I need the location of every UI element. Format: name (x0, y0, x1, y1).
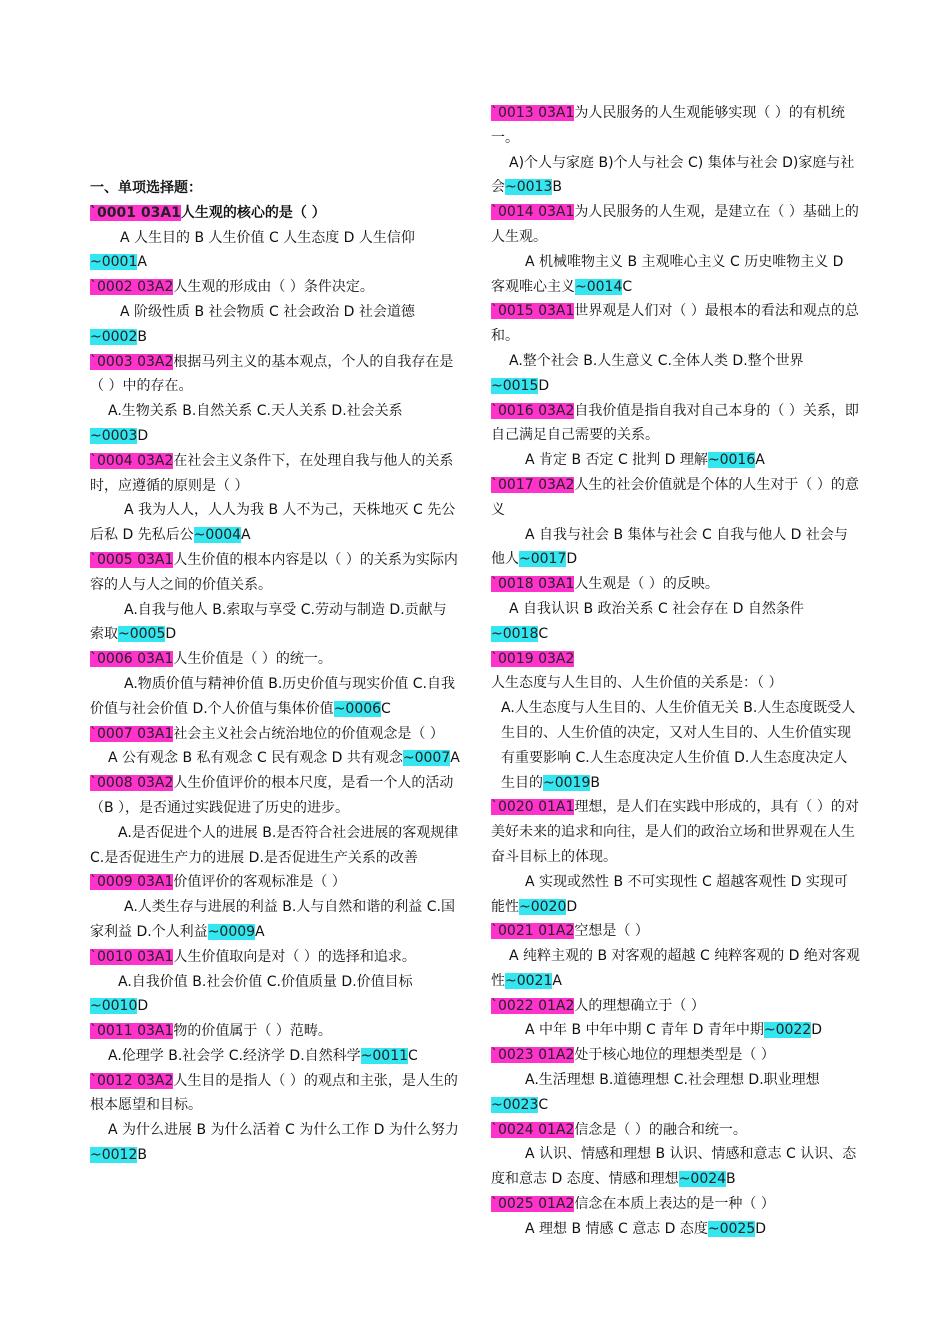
question-options-line (90, 598, 460, 648)
question-options: A 中年 B 中年中期 C 青年 D 青年中期 (525, 1022, 764, 1039)
question-item (491, 101, 861, 200)
question-item (491, 1192, 861, 1242)
question-stem-line (491, 572, 861, 597)
question-stem: 人生的社会价值就是个体的人生对于（ ）的意义 (491, 476, 859, 518)
question-options-line (90, 672, 460, 722)
question-options-line (90, 498, 460, 548)
answer-letter: C (538, 625, 549, 642)
question-options-line (90, 226, 460, 276)
question-code: `0003 03A2 (90, 353, 174, 370)
question-options-line (491, 1217, 861, 1242)
question-stem-line (90, 449, 460, 499)
answer-letter: A (137, 254, 147, 271)
question-list-left (90, 201, 460, 1168)
question-options: A.自我与他人 B.索取与享受 C.劳动与制造 D.贡献与索取 (90, 601, 447, 643)
question-stem: 人生目的是指人（ ）的观点和主张，是人生的根本愿望和目标。 (90, 1072, 458, 1114)
answer-code: ~0009 (207, 923, 256, 940)
answer-code: ~0021 (505, 972, 553, 989)
question-item (491, 1043, 861, 1117)
question-stem: 理想，是人们在实践中形成的，具有（ ）的对美好未来的追求和向往，是人们的政治立场和世界观在人生奋斗目标上的体现。 (491, 799, 859, 865)
question-item (90, 201, 460, 275)
question-item (491, 1118, 861, 1192)
question-options: A.伦理学 B.社会学 C.经济学 D.自然科学 (108, 1047, 361, 1064)
answer-code: ~0025 (707, 1220, 756, 1237)
answer-code: ~0016 (707, 452, 756, 469)
question-options-line (90, 1118, 460, 1168)
question-stem: 为人民服务的人生观，是建立在（ ）基础上的人生观。 (491, 204, 859, 245)
answer-code: ~0023 (491, 1096, 539, 1113)
question-stem-line (491, 795, 861, 869)
question-options-line (90, 1044, 460, 1069)
question-options-line (491, 870, 861, 920)
question-stem: 信念是（ ）的融合和统一。 (574, 1121, 747, 1138)
answer-code: ~0022 (763, 1022, 812, 1039)
answer-code: ~0019 (543, 774, 591, 791)
question-code: `0010 03A1 (90, 948, 174, 965)
answer-code: ~0015 (491, 377, 539, 394)
question-stem: 世界观是人们对（ ）最根本的看法和观点的总和。 (491, 303, 859, 345)
question-options: A 阶级性质 B 社会物质 C 社会政治 D 社会道德 (120, 303, 415, 320)
question-stem-line (90, 548, 460, 598)
question-stem: 物的价值属于（ ）范畴。 (173, 1023, 332, 1040)
answer-letter: A (552, 972, 562, 989)
answer-letter: D (566, 898, 578, 915)
question-code: `0025 01A2 (491, 1196, 575, 1213)
question-stem: 处于核心地位的理想类型是（ ） (574, 1047, 775, 1064)
question-item (491, 795, 861, 919)
question-item (90, 548, 460, 647)
question-item (491, 200, 861, 299)
answer-letter: B (137, 1147, 147, 1164)
answer-code: ~0007 (402, 750, 451, 767)
question-stem: 信念在本质上表达的是一种（ ） (574, 1196, 775, 1213)
question-code: `0016 03A2 (491, 402, 575, 419)
question-code: `0007 03A1 (90, 725, 174, 742)
question-stem: 人生价值评价的根本尺度，是看一个人的活动（B ），是否通过实践促进了历史的进步。 (90, 775, 454, 816)
question-stem: 在社会主义条件下，在处理自我与他人的关系时，应遵循的原则是（ ） (90, 452, 454, 494)
question-options-line (491, 523, 861, 573)
question-stem: 空想是（ ） (574, 923, 649, 940)
question-item (90, 870, 460, 944)
question-options: A 人生目的 B 人生价值 C 人生态度 D 人生信仰 (120, 229, 415, 246)
answer-letter: D (566, 551, 578, 568)
question-options-line (90, 300, 460, 350)
question-options: A.人类生存与进展的利益 B.人与自然和谐的利益 C.国家利益 D.个人利益 (90, 899, 455, 940)
question-stem: 人的理想确立于（ ） (574, 997, 705, 1014)
question-options: A 机械唯物主义 B 主观唯心主义 C 历史唯物主义 D 客观唯心主义 (491, 253, 844, 295)
question-code: `0006 03A1 (90, 651, 174, 668)
answer-code: ~0001 (90, 254, 138, 271)
question-item (491, 919, 861, 993)
answer-code: ~0011 (360, 1047, 409, 1064)
question-code: `0001 03A1 (90, 204, 181, 221)
question-options-line (491, 1018, 861, 1043)
section-heading: 一、单项选择题： (90, 180, 202, 196)
question-item (491, 994, 861, 1044)
answer-code: ~0010 (90, 998, 138, 1015)
question-options: A 理想 B 情感 C 意志 D 态度 (525, 1220, 708, 1237)
question-code: `0023 01A2 (491, 1047, 575, 1064)
question-stem: 为人民服务的人生观能够实现（ ）的有机统一。 (491, 105, 845, 146)
question-stem-line (491, 299, 861, 349)
question-options: A 公有观念 B 私有观念 C 民有观念 D 共有观念 (108, 750, 403, 767)
question-stem-line (90, 1069, 460, 1119)
answer-letter: D (755, 1220, 767, 1237)
question-options-line (90, 895, 460, 945)
answer-letter: D (137, 427, 149, 444)
question-stem-line (90, 870, 460, 895)
question-stem: 人生观的形成由（ ）条件决定。 (173, 279, 374, 296)
question-stem-line (90, 945, 460, 970)
question-item (90, 449, 460, 548)
question-code: `0014 03A1 (491, 204, 575, 221)
question-stem: 社会主义社会占统治地位的价值观念是（ ） (173, 725, 444, 742)
answer-letter: C (408, 1047, 418, 1064)
answer-code: ~0024 (678, 1171, 727, 1188)
question-options-line (90, 399, 460, 449)
question-stem: 根据马列主义的基本观点，个人的自我存在是（ ）中的存在。 (90, 353, 454, 395)
question-stem-line (491, 200, 861, 250)
question-stem-line (491, 101, 861, 151)
question-options: A)个人与家庭 B)个人与社会 C) 集体与社会 D)家庭与社会 (491, 154, 855, 196)
question-item (491, 299, 861, 398)
question-options-line (90, 821, 460, 871)
question-stem-line (491, 399, 861, 449)
left-column (90, 176, 460, 1168)
question-stem-line (90, 771, 460, 821)
question-options: A 自我认识 B 政治关系 C 社会存在 D 自然条件 (509, 600, 804, 617)
question-code: `0018 03A1 (491, 576, 575, 593)
answer-letter: C (538, 1096, 549, 1113)
question-code: `0002 03A2 (90, 279, 174, 296)
question-options: A 纯粹主观的 B 对客观的超越 C 纯粹客观的 D 绝对客观性 (491, 948, 860, 989)
question-options-line (90, 746, 460, 771)
question-options-line (491, 696, 861, 795)
question-options-line (491, 349, 861, 399)
question-stem: 人生价值的根本内容是以（ ）的关系为实际内容的人与人之间的价值关系。 (90, 551, 458, 593)
question-code: `0021 01A2 (491, 923, 575, 940)
question-options: A.整个社会 B.人生意义 C.全体人类 D.整个世界 (509, 352, 804, 369)
answer-letter: D (165, 626, 177, 643)
question-code: `0005 03A1 (90, 551, 174, 568)
question-item (90, 350, 460, 449)
question-options: A 认识、情感和理想 B 认识、情感和意志 C 认识、态度和意志 D 态度、情感和理想 (491, 1146, 857, 1188)
question-item (90, 771, 460, 870)
question-options-line (491, 151, 861, 201)
answer-code: ~0003 (90, 427, 138, 444)
question-code: `0011 03A1 (90, 1023, 174, 1040)
question-code: `0013 03A1 (491, 105, 575, 121)
question-stem-line (491, 1192, 861, 1217)
question-item (491, 473, 861, 572)
question-stem: 人生观的核心的是（ ） (180, 204, 326, 221)
question-options-line (491, 1068, 861, 1118)
answer-letter: B (552, 179, 562, 196)
question-options: A.生物关系 B.自然关系 C.天人关系 D.社会关系 (108, 403, 403, 420)
question-stem-line (90, 350, 460, 400)
question-stem-line (491, 473, 861, 523)
answer-code: ~0005 (118, 626, 166, 643)
question-stem-line (491, 1043, 861, 1068)
answer-code: ~0002 (90, 328, 138, 345)
question-options-line (491, 597, 861, 647)
right-column (491, 101, 861, 1242)
question-stem: 人生价值取向是对（ ）的选择和追求。 (173, 948, 416, 965)
answer-letter: B (590, 774, 600, 791)
answer-code: ~0004 (193, 527, 242, 544)
question-item (90, 1019, 460, 1069)
question-stem-line (491, 994, 861, 1019)
question-item (90, 275, 460, 349)
answer-code: ~0018 (491, 625, 539, 642)
answer-letter: A (755, 452, 765, 469)
answer-code: ~0006 (333, 700, 382, 717)
question-stem-line (90, 201, 460, 226)
question-options: A.自我价值 B.社会价值 C.价值质量 D.价值目标 (118, 973, 413, 990)
answer-letter: C (622, 278, 633, 295)
question-stem-line (90, 275, 460, 300)
question-options: A 肯定 B 否定 C 批判 D 理解 (525, 452, 708, 469)
question-options-line (491, 944, 861, 994)
question-code: `0008 03A2 (90, 775, 174, 792)
question-options: A.人生态度与人生目的、人生价值无关 B.人生态度既受人生目的、人生价值的决定，又对人生目的、人生价值实现有重要影响 C.人生态度决定人生价值 D.人生态度决定人生目的 (501, 700, 856, 791)
question-item (90, 1069, 460, 1168)
answer-letter: D (538, 377, 550, 394)
question-options-line (491, 250, 861, 300)
question-code: `0004 03A2 (90, 452, 174, 469)
question-options: A 自我与社会 B 集体与社会 C 自我与他人 D 社会与他人 (491, 526, 848, 568)
answer-letter: D (137, 998, 149, 1015)
question-options-line (90, 970, 460, 1020)
question-stem-line (491, 1118, 861, 1143)
question-stem: 人生态度与人生目的、人生价值的关系是：（ ） (491, 675, 783, 692)
question-list-right (491, 101, 861, 1242)
question-code: `0017 03A2 (491, 476, 575, 493)
question-item (491, 572, 861, 646)
question-stem-line (90, 647, 460, 672)
answer-letter: B (726, 1171, 736, 1188)
question-options: A 我为人人，人人为我 B 人不为己，天株地灭 C 先公后私 D 先私后公 (90, 502, 456, 544)
answer-letter: D (811, 1022, 823, 1039)
question-code: `0020 01A1 (491, 799, 575, 816)
question-options-line (491, 1142, 861, 1192)
question-stem-line (491, 647, 861, 697)
question-item (491, 647, 861, 796)
question-options: A.生活理想 B.道德理想 C.社会理想 D.职业理想 (525, 1072, 820, 1089)
question-item (90, 722, 460, 772)
question-code: `0012 03A2 (90, 1072, 174, 1089)
question-options: A.物质价值与精神价值 B.历史价值与现实价值 C.自我价值与社会价值 D.个人价值与集体价值 (90, 675, 455, 717)
question-code: `0024 01A2 (491, 1121, 575, 1138)
question-item (491, 399, 861, 473)
question-options: A 为什么进展 B 为什么活着 C 为什么工作 D 为什么努力 (108, 1122, 459, 1139)
question-item (90, 647, 460, 721)
question-code: `0019 03A2 (491, 650, 575, 667)
question-stem: 人生价值是（ ）的统一。 (173, 651, 332, 668)
question-stem-line (90, 1019, 460, 1044)
question-stem: 自我价值是指自我对自己本身的（ ）关系，即自己满足自己需要的关系。 (491, 402, 859, 444)
question-code: `0022 01A2 (491, 997, 575, 1014)
question-item (90, 945, 460, 1019)
answer-code: ~0014 (575, 278, 623, 295)
question-stem: 人生观是（ ）的反映。 (574, 576, 719, 593)
question-code: `0009 03A1 (90, 874, 174, 891)
answer-letter: A (255, 923, 265, 940)
question-options-line (491, 448, 861, 473)
question-stem: 价值评价的客观标准是（ ） (173, 874, 346, 891)
answer-code: ~0012 (90, 1147, 138, 1164)
answer-letter: C (381, 700, 391, 717)
answer-letter: A (450, 750, 460, 767)
question-code: `0015 03A1 (491, 303, 575, 320)
answer-code: ~0013 (505, 179, 553, 196)
question-options: A.是否促进个人的进展 B.是否符合社会进展的客观规律 C.是否促进生产力的进展 D.是否促进生产关系的改善 (90, 824, 459, 866)
question-stem-line (491, 919, 861, 944)
answer-letter: A (241, 527, 251, 544)
question-stem-line (90, 722, 460, 747)
answer-code: ~0017 (519, 551, 567, 568)
answer-code: ~0020 (519, 898, 567, 915)
question-options: A 实现或然性 B 不可实现性 C 超越客观性 D 实现可能性 (491, 873, 848, 915)
answer-letter: B (137, 328, 147, 345)
